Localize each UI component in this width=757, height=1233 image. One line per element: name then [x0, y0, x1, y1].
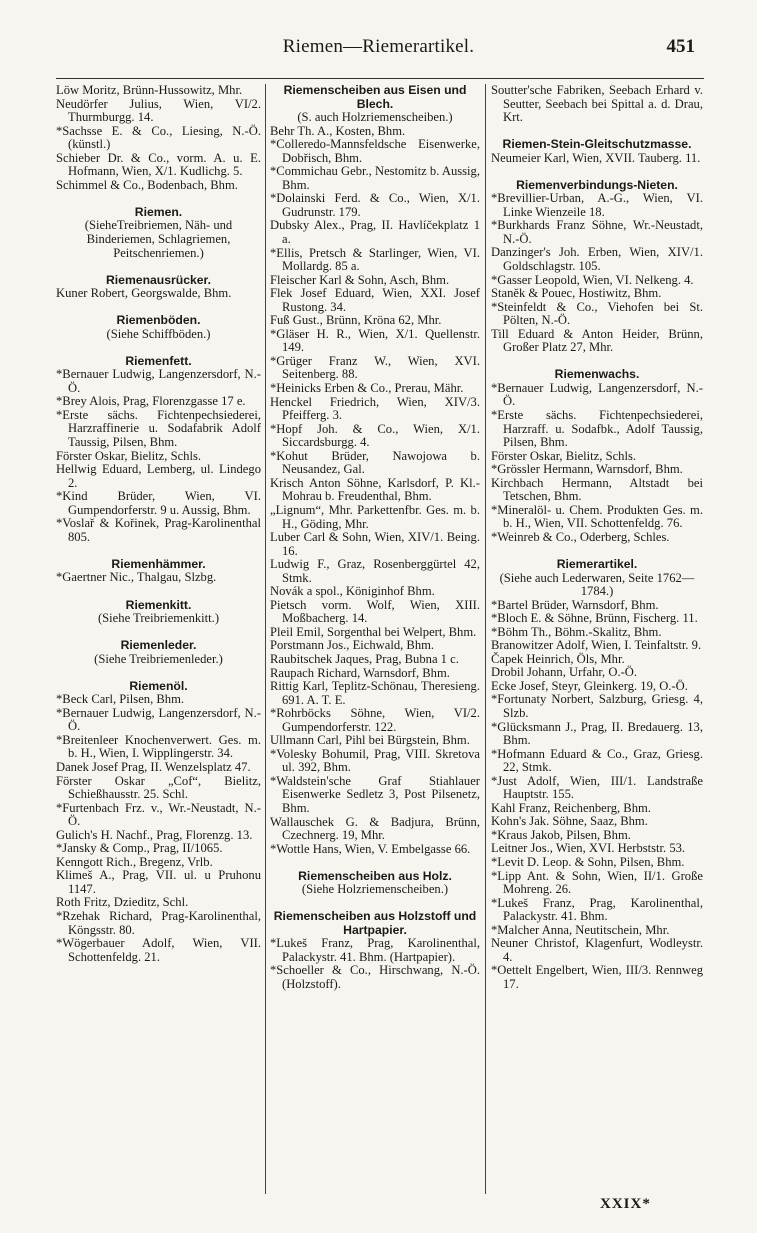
column-1: [56, 84, 261, 964]
directory-entry: *Glücksmann J., Prag, II. Bredauerg. 13, Bhm.: [491, 719, 703, 748]
directory-entry: Kenngott Rich., Bregenz, Vrlb.: [56, 854, 213, 869]
directory-entry: Drobil Johann, Urfahr, O.-Ö.: [491, 665, 638, 680]
directory-entry: Neuner Christof, Klagenfurt, Wodleystr. 4.: [491, 936, 703, 964]
section-heading: Riemenverbindungs-Nieten.: [516, 177, 678, 192]
directory-entry: Kohn's Jak. Söhne, Saaz, Bhm.: [491, 814, 648, 829]
directory-entry: *Steinfeldt & Co., Viehofen bei St. Pölten, N.-Ö.: [491, 299, 703, 328]
directory-entry: Fleischer Karl & Sohn, Asch, Bhm.: [270, 272, 450, 287]
directory-entry: *Bartel Brüder, Warnsdorf, Bhm.: [491, 597, 659, 612]
directory-entry: *Oettelt Engelbert, Wien, III/3. Rennweg 17.: [491, 963, 703, 991]
directory-entry: *Sachsse E. & Co., Liesing, N.-Ö. (künstl.): [56, 123, 261, 152]
directory-entry: *Rohrböcks Söhne, Wien, VI/2. Gumpendorferstr. 122.: [270, 706, 480, 734]
directory-entry: Rittig Karl, Teplitz-Schönau, Theresieng. 691. A. T. E.: [270, 679, 480, 707]
section-heading: Riemenscheiben aus Holz.: [298, 868, 452, 883]
directory-entry: *Böhm Th., Böhm.-Skalitz, Bhm.: [491, 624, 662, 639]
directory-entry: *Breitenleer Knochenverwert. Ges. m. b. H., Wien, I. Wipplingerstr. 34.: [56, 732, 261, 761]
directory-entry: *Lukeš Franz, Prag, Karolinenthal, Palackystr. 41. Bhm.: [491, 895, 703, 924]
directory-entry: Roth Fritz, Dzieditz, Schl.: [56, 895, 189, 910]
directory-entry: Raupach Richard, Warnsdorf, Bhm.: [270, 665, 450, 680]
directory-entry: *Lukeš Franz, Prag, Karolinenthal, Palackystr. 41. Bhm. (Hartpapier).: [270, 936, 480, 964]
directory-entry: *Wottle Hans, Wien, V. Embelgasse 66.: [270, 841, 471, 856]
directory-entry: Klimeš A., Prag, VII. ul. u Pruhonu 1147.: [56, 868, 261, 896]
cross-reference: (Siehe Treibriemenleder.): [94, 651, 223, 666]
directory-entry: Pleil Emil, Sorgenthal bei Welpert, Bhm.: [270, 624, 477, 639]
page-title: Riemen—Riemerartikel.: [282, 36, 475, 57]
directory-entry: *Fortunaty Norbert, Salzburg, Griesg. 4, Slzb.: [491, 692, 703, 720]
section-heading: Riemerartikel.: [556, 556, 638, 571]
directory-entry: *Gasser Leopold, Wien, VI. Nelkeng. 4.: [491, 272, 694, 287]
directory-entry: *Kohut Brüder, Nawojowa b. Neusandez, Gal.: [270, 448, 480, 477]
directory-entry: Ullmann Carl, Pihl bei Bürgstein, Bhm.: [270, 733, 470, 748]
directory-entry: Hellwig Eduard, Lemberg, ul. Lindego 2.: [56, 462, 261, 490]
section-heading: Riemenwachs.: [554, 367, 640, 382]
directory-entry: *Just Adolf, Wien, III/1. Landstraße Hauptstr. 155.: [491, 773, 703, 802]
directory-entry: *Grüger Franz W., Wien, XVI. Seitenberg. 88.: [270, 353, 480, 382]
directory-entry: *Heinicks Erben & Co., Prerau, Mähr.: [270, 381, 464, 396]
directory-entry: Schimmel & Co., Bodenbach, Bhm.: [56, 177, 238, 192]
directory-entry: Förster Oskar „Cof“, Bielitz, Schießhausstr. 25. Schl.: [56, 773, 261, 802]
section-heading: Riemen-Stein-Gleitschutzmasse.: [502, 137, 692, 152]
section-heading: Riemenhämmer.: [111, 556, 206, 571]
directory-entry: Ludwig F., Graz, Rosenberggürtel 42, Stmk.: [270, 557, 480, 585]
section-heading: Riemenscheiben aus Holzstoff und Hartpapier.: [273, 909, 477, 937]
directory-entry: *Waldstein'sche Graf Stiahlauer Eisenwerke Sedletz 3, Post Pilsenetz, Bhm.: [270, 773, 480, 815]
directory-entry: Pietsch vorm. Wolf, Wien, XIII. Moßbacherg. 14.: [270, 597, 480, 626]
directory-entry: Ecke Josef, Steyr, Gleinkerg. 19, O.-Ö.: [491, 678, 688, 693]
section-heading: Riemen.: [134, 204, 183, 219]
directory-entry: *Ellis, Pretsch & Starlinger, Wien, VI. Mollardg. 85 a.: [270, 245, 480, 274]
directory-entry: Fuß Gust., Brünn, Kröna 62, Mhr.: [270, 313, 442, 328]
directory-entry: *Voslař & Kořinek, Prag-Karolinenthal 805.: [56, 516, 261, 544]
directory-entry: *Mineralöl- u. Chem. Produkten Ges. m. b. H., Wien, VII. Schottenfeldg. 76.: [491, 502, 703, 531]
directory-entry: *Kind Brüder, Wien, VI. Gumpendorferstr. 9 u. Aussig, Bhm.: [56, 489, 261, 517]
cross-reference: (Siehe Holzriemenscheiben.): [301, 882, 449, 897]
column-divider: [265, 84, 266, 1194]
directory-entry: Löw Moritz, Brünn-Hussowitz, Mhr.: [56, 83, 243, 97]
directory-entry: *Hopf Joh. & Co., Wien, X/1. Siccardsburgg. 4.: [270, 421, 480, 450]
section-heading: Riemenfett.: [125, 353, 192, 368]
directory-entry: Kuner Robert, Georgswalde, Bhm.: [56, 286, 232, 301]
cross-reference: (Siehe Schiffböden.): [106, 326, 211, 341]
directory-entry: *Weinreb & Co., Oderberg, Schles.: [491, 529, 670, 544]
directory-entry: *Hofmann Eduard & Co., Graz, Griesg. 22, Stmk.: [491, 746, 703, 775]
section-heading: Riemenböden.: [116, 313, 201, 328]
directory-entry: Gulich's H. Nachf., Prag, Florenzg. 13.: [56, 827, 253, 842]
section-heading: Riemenöl.: [129, 678, 188, 693]
directory-entry: Förster Oskar, Bielitz, Schls.: [491, 448, 637, 463]
directory-entry: *Gaertner Nic., Thalgau, Slzbg.: [56, 570, 217, 585]
directory-entry: Leitner Jos., Wien, XVI. Herbststr. 53.: [491, 841, 686, 856]
cross-reference: (S. auch Holzriemenscheiben.): [297, 110, 453, 125]
directory-entry: Staněk & Pouec, Hostiwitz, Bhm.: [491, 286, 662, 301]
directory-entry: Danek Josef Prag, II. Wenzelsplatz 47.: [56, 759, 251, 774]
directory-entry: *Commichau Gebr., Nestomitz b. Aussig, Bhm.: [270, 164, 480, 192]
directory-entry: *Erste sächs. Fichtenpechsiederei, Harzraffinerie u. Sodafabrik Adolf Taussig, Pilsen, Bhm.: [56, 407, 261, 450]
directory-entry: Neudörfer Julius, Wien, VI/2. Thurmburgg. 14.: [56, 96, 261, 125]
directory-entry: Henckel Friedrich, Wien, XIV/3. Pfeifferg. 3.: [270, 394, 480, 423]
directory-entry: Neumeier Karl, Wien, XVII. Tauberg. 11.: [491, 150, 701, 165]
cross-reference: (SieheTreibriemen, Näh- und Binderiemen, Schlagriemen, Peitschenriemen.): [84, 218, 233, 260]
directory-entry: Porstmann Jos., Eichwald, Bhm.: [270, 638, 435, 653]
directory-entry: Flek Josef Eduard, Wien, XXI. Josef Rustong. 34.: [270, 286, 480, 314]
directory-entry: *Furtenbach Frz. v., Wr.-Neustadt, N.-Ö.: [56, 800, 261, 829]
directory-entry: Soutter'sche Fabriken, Seebach Erhard v. Seutter, Seebach bei Spittal a. d. Drau, Krt.: [491, 83, 703, 125]
directory-entry: *Volesky Bohumil, Prag, VIII. Skretova ul. 392, Bhm.: [270, 746, 480, 775]
header-rule: [56, 78, 704, 79]
directory-entry: Novák a spol., Königinhof Bhm.: [270, 584, 435, 599]
directory-entry: Förster Oskar, Bielitz, Schls.: [56, 448, 202, 463]
page-number: 451: [666, 36, 695, 57]
section-heading: Riemenausrücker.: [105, 272, 211, 287]
directory-entry: *Malcher Anna, Neutitschein, Mhr.: [491, 922, 670, 937]
directory-entry: *Bernauer Ludwig, Langenzersdorf, N.-Ö.: [56, 705, 261, 734]
directory-entry: *Schoeller & Co., Hirschwang, N.-Ö. (Holzstoff).: [270, 963, 480, 991]
directory-entry: *Bloch E. & Söhne, Brünn, Fischerg. 11.: [491, 611, 698, 626]
directory-entry: *Gläser H. R., Wien, X/1. Quellenstr. 149.: [270, 326, 480, 355]
directory-entry: Behr Th. A., Kosten, Bhm.: [270, 123, 406, 138]
cross-reference: (Siehe auch Lederwaren, Seite 1762—1784.): [499, 570, 695, 599]
page-header: [0, 36, 757, 66]
directory-entry: *Burkhards Franz Söhne, Wr.-Neustadt, N.-Ö.: [491, 218, 703, 246]
section-heading: Riemenleder.: [120, 638, 197, 653]
column-2: [270, 84, 480, 992]
directory-entry: Branowitzer Adolf, Wien, I. Teinfaltstr. 9.: [491, 638, 702, 653]
directory-entry: *Brevillier-Urban, A.-G., Wien, VI. Linke Wienzeile 18.: [491, 191, 703, 219]
directory-entry: Luber Carl & Sohn, Wien, XIV/1. Being. 16.: [270, 530, 480, 558]
directory-entry: Danzinger's Joh. Erben, Wien, XIV/1. Goldschlagstr. 105.: [491, 245, 703, 274]
directory-entry: *Dolainski Ferd. & Co., Wien, X/1. Gudrunstr. 179.: [270, 191, 480, 219]
directory-entry: Wallauschek G. & Badjura, Brünn, Czechnerg. 19, Mhr.: [270, 814, 480, 843]
directory-entry: *Colleredo-Mannsfeldsche Eisenwerke, Dobřisch, Bhm.: [270, 137, 480, 165]
directory-entry: *Lipp Ant. & Sohn, Wien, II/1. Große Mohreng. 26.: [491, 868, 703, 897]
directory-entry: *Grössler Hermann, Warnsdorf, Bhm.: [491, 462, 683, 477]
directory-entry: *Brey Alois, Prag, Florenzgasse 17 e.: [56, 394, 246, 409]
signature-mark: XXIX*: [600, 1196, 651, 1212]
directory-entry: *Kraus Jakob, Pilsen, Bhm.: [491, 827, 631, 842]
directory-entry: *Beck Carl, Pilsen, Bhm.: [56, 692, 185, 707]
directory-entry: Raubitschek Jaques, Prag, Bubna 1 c.: [270, 651, 459, 666]
directory-entry: *Wögerbauer Adolf, Wien, VII. Schottenfeldg. 21.: [56, 936, 261, 964]
column-3: [491, 84, 703, 991]
directory-entry: *Erste sächs. Fichtenpechsiederei, Harzraff. u. Sodafbk., Adolf Taussig, Pilsen, Bhm.: [491, 407, 703, 450]
directory-entry: *Bernauer Ludwig, Langenzersdorf, N.-Ö.: [491, 380, 703, 409]
directory-entry: *Levit D. Leop. & Sohn, Pilsen, Bhm.: [491, 854, 685, 869]
directory-entry: *Rzehak Richard, Prag-Karolinenthal, Köngsstr. 80.: [56, 908, 261, 937]
directory-entry: Till Eduard & Anton Heider, Brünn, Großer Platz 27, Mhr.: [491, 326, 703, 355]
directory-entry: Dubsky Alex., Prag, II. Havlíčekplatz 1 a.: [270, 218, 480, 247]
section-heading: Riemenkitt.: [125, 597, 192, 612]
section-heading: Riemenscheiben aus Eisen und Blech.: [283, 83, 467, 111]
directory-entry: Kirchbach Hermann, Altstadt bei Tetschen, Bhm.: [491, 475, 703, 504]
directory-entry: Schieber Dr. & Co., vorm. A. u. E. Hofmann, Wien, X/1. Kudlichg. 5.: [56, 150, 261, 179]
directory-entry: Kahl Franz, Reichenberg, Bhm.: [491, 800, 651, 815]
directory-entry: Krisch Anton Söhne, Karlsdorf, P. Kl.-Mohrau b. Freudenthal, Bhm.: [270, 475, 480, 504]
directory-entry: *Bernauer Ludwig, Langenzersdorf, N.-Ö.: [56, 367, 261, 395]
directory-entry: Čapek Heinrich, Öls, Mhr.: [491, 651, 625, 666]
directory-entry: *Jansky & Comp., Prag, II/1065.: [56, 841, 223, 856]
cross-reference: (Siehe Treibriemenkitt.): [97, 611, 220, 626]
directory-entry: „Lignum“, Mhr. Parkettenfbr. Ges. m. b. H., Göding, Mhr.: [270, 502, 480, 531]
column-divider: [485, 84, 486, 1194]
